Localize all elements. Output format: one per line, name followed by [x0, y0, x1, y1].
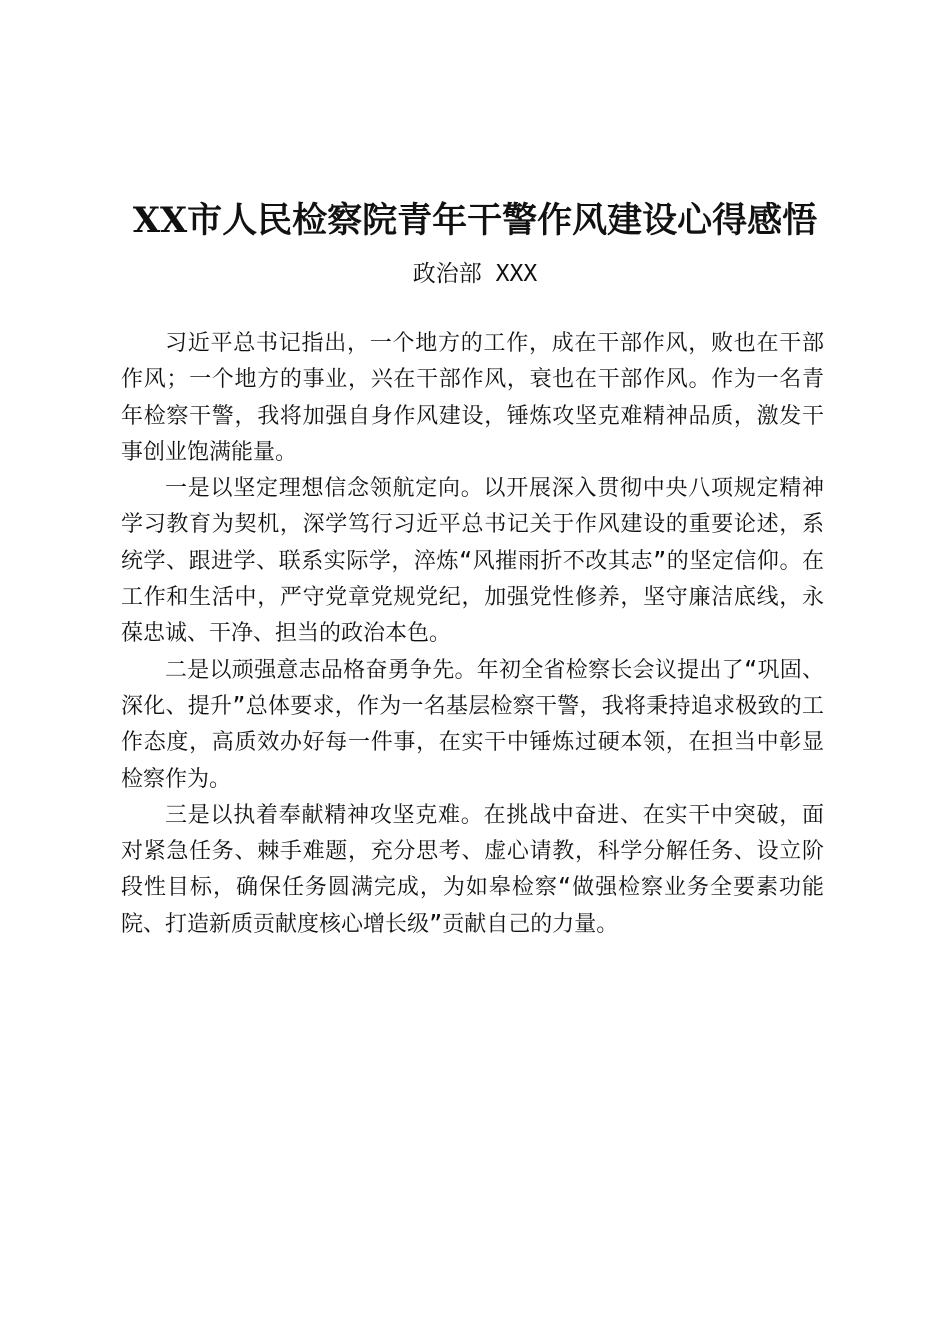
- document-body: [121, 326, 824, 943]
- paragraph-point-two: 二是以顽强意志品格奋勇争先。年初全省检察长会议提出了“巩固、深化、提升”总体要求，作为一名基层检察干警，我将秉持追求极致的工作态度，高质效办好每一件事，在实干中锤炼过硬本领，在担当中彰显检察作为。: [121, 657, 824, 792]
- paragraph-point-one: 一是以坚定理想信念领航定向。以开展深入贯彻中央八项规定精神学习教育为契机，深学笃行习近平总书记关于作风建设的重要论述，系统学、跟进学、联系实际学，淬炼“风摧雨折不改其志”的坚定信仰。在工作和生活中，严守党章党规党纪，加强党性修养，坚守廉洁底线，永葆忠诚、干净、担当的政治本色。: [121, 476, 824, 647]
- document-title: XX市人民检察院青年干警作风建设心得感悟: [132, 200, 818, 241]
- paragraph-intro: 习近平总书记指出，一个地方的工作，成在干部作风，败也在干部作风；一个地方的事业，兴在干部作风，衰也在干部作风。作为一名青年检察干警，我将加强自身作风建设，锤炼攻坚克难精神品质，激发干事创业饱满能量。: [121, 331, 824, 465]
- document-author: 政治部 XXX: [412, 261, 538, 287]
- paragraph-point-three: 三是以执着奉献精神攻坚克难。在挑战中奋进、在实干中突破，面对紧急任务、棘手难题，充分思考、虚心请教，科学分解任务、设立阶段性目标，确保任务圆满完成，为如皋检察“做强检察业务全要素功能院、打造新质贡献度核心增长级”贡献自己的力量。: [121, 802, 824, 937]
